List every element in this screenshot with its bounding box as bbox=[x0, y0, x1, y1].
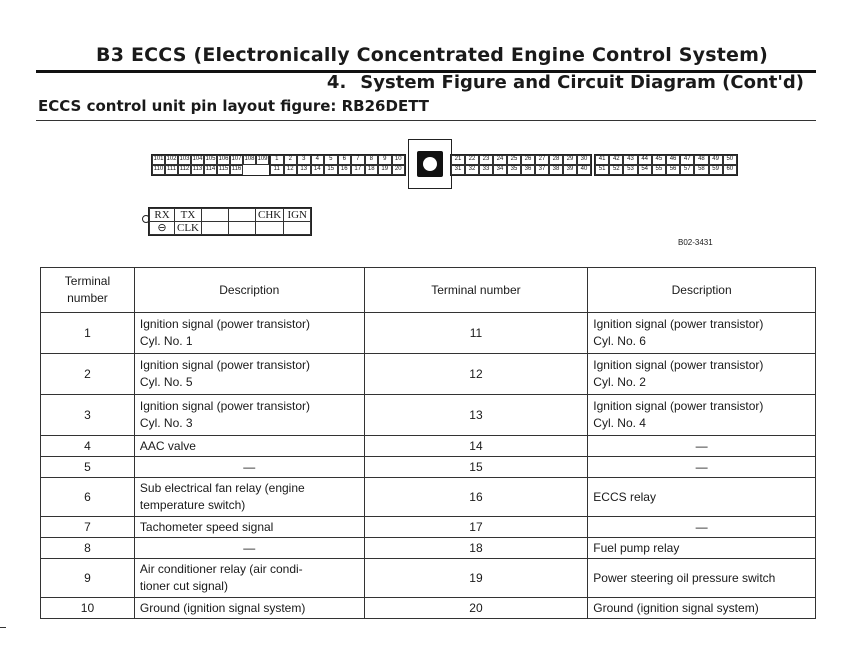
cell-text: 15 bbox=[469, 460, 483, 474]
table-cell bbox=[41, 538, 135, 559]
connector-pin: 37 bbox=[535, 165, 549, 175]
table-cell bbox=[134, 354, 364, 395]
connector-pin: 12 bbox=[284, 165, 298, 175]
table-cell bbox=[588, 354, 816, 395]
connector-pin: 55 bbox=[652, 165, 666, 175]
connector-pin: 47 bbox=[680, 155, 694, 165]
connector-pin: 57 bbox=[680, 165, 694, 175]
connector-pin: 16 bbox=[338, 165, 352, 175]
connector-pin: 19 bbox=[378, 165, 392, 175]
connector-pin: 48 bbox=[694, 155, 708, 165]
connector-pin: 60 bbox=[723, 165, 737, 175]
cell-text: 1 bbox=[84, 326, 91, 340]
cell-text: 14 bbox=[469, 439, 483, 453]
table-cell bbox=[134, 478, 364, 517]
connector-pin: 33 bbox=[479, 165, 493, 175]
table-cell bbox=[41, 436, 135, 457]
connector-pin: 46 bbox=[666, 155, 680, 165]
table-cell bbox=[134, 436, 364, 457]
cell-text: Ground (ignition signal system) bbox=[139, 600, 306, 615]
cell-text: 17 bbox=[469, 520, 483, 534]
header-description: Description bbox=[134, 268, 364, 313]
margin-tick bbox=[0, 627, 6, 628]
table-cell bbox=[134, 313, 364, 354]
connector-pin: 101 bbox=[152, 155, 165, 165]
connector-pin: 45 bbox=[652, 155, 666, 165]
table-cell bbox=[364, 457, 588, 478]
connector-pin: 44 bbox=[638, 155, 652, 165]
connector-pin: 106 bbox=[217, 155, 230, 165]
table-row bbox=[41, 517, 816, 538]
page-title: B3 ECCS (Electronically Concentrated Engine Control System) bbox=[96, 44, 768, 66]
connector-pin: 39 bbox=[563, 165, 577, 175]
connector-pin: 27 bbox=[535, 155, 549, 165]
table-cell bbox=[41, 478, 135, 517]
table-cell bbox=[364, 478, 588, 517]
cell-text: Cyl. No. 5 bbox=[139, 375, 193, 389]
cell-text: 5 bbox=[84, 460, 91, 474]
table-header-row bbox=[41, 268, 816, 313]
connector-pin: 11 bbox=[270, 165, 284, 175]
table-cell bbox=[588, 559, 816, 598]
table-cell bbox=[134, 598, 364, 619]
connector-pin: 102 bbox=[165, 155, 178, 165]
connector-pin: 107 bbox=[230, 155, 243, 165]
cell-text: Ignition signal (power transistor) bbox=[593, 399, 764, 413]
header-terminal-number: Terminal number bbox=[41, 268, 135, 313]
connector-pin: 31 bbox=[451, 165, 465, 175]
connector-pin: 29 bbox=[563, 155, 577, 165]
cell-text: Cyl. No. 6 bbox=[593, 334, 646, 348]
connector-block-101-116 bbox=[151, 154, 270, 176]
diag-pin: RX bbox=[150, 209, 175, 222]
table-cell bbox=[41, 354, 135, 395]
table-row bbox=[41, 436, 816, 457]
connector-center-key bbox=[408, 139, 452, 189]
table-row bbox=[41, 538, 816, 559]
cell-text: 16 bbox=[469, 490, 483, 504]
figure-code: B02-3431 bbox=[678, 238, 713, 247]
diag-pin: CLK bbox=[175, 222, 202, 235]
cell-text: 3 bbox=[84, 408, 91, 422]
connector-pin: 24 bbox=[493, 155, 507, 165]
cell-text: Ground (ignition signal system) bbox=[593, 600, 759, 615]
diag-pin bbox=[229, 209, 256, 222]
table-row bbox=[41, 457, 816, 478]
terminal-table bbox=[40, 267, 816, 619]
connector-pin: 4 bbox=[311, 155, 325, 165]
cell-text: Cyl. No. 3 bbox=[139, 416, 193, 430]
cell-text: — bbox=[243, 460, 256, 474]
section-title bbox=[327, 72, 804, 93]
table-row bbox=[41, 313, 816, 354]
table-row bbox=[41, 598, 816, 619]
table-cell bbox=[41, 457, 135, 478]
cell-text: Ignition signal (power transistor) bbox=[139, 317, 310, 331]
cell-text: Cyl. No. 4 bbox=[593, 416, 646, 430]
diag-pin: ⊖ bbox=[150, 222, 175, 235]
diag-pin bbox=[202, 209, 229, 222]
table-row bbox=[41, 559, 816, 598]
cell-text: Tachometer speed signal bbox=[139, 519, 274, 534]
table-cell bbox=[364, 395, 588, 436]
connector-pin: 3 bbox=[297, 155, 311, 165]
table-cell bbox=[364, 559, 588, 598]
diag-pin: CHK bbox=[256, 209, 284, 222]
connector-pin: 116 bbox=[230, 165, 243, 175]
connector-pin: 115 bbox=[217, 165, 230, 175]
connector-pin: 17 bbox=[351, 165, 365, 175]
table-row bbox=[41, 354, 816, 395]
cell-text: Fuel pump relay bbox=[593, 540, 680, 555]
cell-text: Ignition signal (power transistor) bbox=[593, 358, 764, 372]
connector-pin: 112 bbox=[178, 165, 191, 175]
cell-text: Air conditioner relay (air condi- bbox=[139, 562, 303, 576]
cell-text: Cyl. No. 1 bbox=[139, 334, 193, 348]
diag-pin bbox=[256, 222, 284, 235]
figure-heading: ECCS control unit pin layout figure: RB26DETT bbox=[38, 97, 429, 115]
connector-pin: 108 bbox=[243, 155, 256, 165]
cell-text: 18 bbox=[469, 541, 483, 555]
cell-text: Power steering oil pressure switch bbox=[593, 570, 776, 585]
connector-pin: 103 bbox=[178, 155, 191, 165]
connector-pin: 23 bbox=[479, 155, 493, 165]
connector-pin: 6 bbox=[338, 155, 352, 165]
cell-text: 4 bbox=[84, 439, 91, 453]
connector-pin: 43 bbox=[623, 155, 637, 165]
connector-pin: 38 bbox=[549, 165, 563, 175]
cell-text: — bbox=[243, 541, 256, 555]
cell-text: 7 bbox=[84, 520, 91, 534]
diagnostic-connector bbox=[148, 207, 312, 236]
connector-pin: 113 bbox=[191, 165, 204, 175]
section-number: 4. bbox=[326, 72, 347, 93]
cell-text: Sub electrical fan relay (engine bbox=[139, 481, 305, 495]
cell-text: 6 bbox=[84, 490, 91, 504]
table-cell bbox=[588, 395, 816, 436]
connector-pin: 2 bbox=[284, 155, 298, 165]
connector-pin: 111 bbox=[165, 165, 178, 175]
connector-pin: 22 bbox=[465, 155, 479, 165]
heading-rule bbox=[36, 120, 816, 121]
cell-text: — bbox=[695, 520, 708, 534]
cell-text: Ignition signal (power transistor) bbox=[139, 358, 310, 372]
connector-pin: 8 bbox=[365, 155, 379, 165]
connector-pin: 14 bbox=[311, 165, 325, 175]
connector-pin: 49 bbox=[709, 155, 723, 165]
connector-pin: 105 bbox=[204, 155, 217, 165]
cell-text: 8 bbox=[84, 541, 91, 555]
table-cell bbox=[364, 313, 588, 354]
table-cell bbox=[134, 517, 364, 538]
table-cell bbox=[41, 517, 135, 538]
cell-text: — bbox=[695, 460, 708, 474]
connector-pin: 9 bbox=[378, 155, 392, 165]
table-cell bbox=[364, 517, 588, 538]
cell-text: Ignition signal (power transistor) bbox=[593, 317, 764, 331]
connector-pin: 54 bbox=[638, 165, 652, 175]
cell-text: AAC valve bbox=[139, 438, 196, 453]
table-cell bbox=[364, 598, 588, 619]
table-cell bbox=[134, 538, 364, 559]
connector-pin: 35 bbox=[507, 165, 521, 175]
connector-block-1-20 bbox=[269, 154, 406, 176]
connector-pin: 30 bbox=[577, 155, 591, 165]
connector-pin: 1 bbox=[270, 155, 284, 165]
table-cell bbox=[364, 538, 588, 559]
cell-text: 10 bbox=[80, 601, 95, 615]
connector-pin: 5 bbox=[324, 155, 338, 165]
table-cell bbox=[41, 395, 135, 436]
connector-pin: 15 bbox=[324, 165, 338, 175]
diag-pin bbox=[284, 222, 311, 235]
table-cell bbox=[588, 598, 816, 619]
table-cell bbox=[134, 395, 364, 436]
cell-text: 9 bbox=[84, 571, 91, 585]
header-description: Description bbox=[588, 268, 816, 313]
connector-pin: 110 bbox=[152, 165, 165, 175]
connector-pin: 32 bbox=[465, 165, 479, 175]
table-cell bbox=[134, 457, 364, 478]
connector-pin: 51 bbox=[595, 165, 609, 175]
cell-text: Cyl. No. 2 bbox=[593, 375, 646, 389]
connector-key-square bbox=[417, 151, 443, 177]
table-row bbox=[41, 395, 816, 436]
table-cell bbox=[588, 478, 816, 517]
cell-text: — bbox=[695, 439, 708, 453]
connector-pin: 56 bbox=[666, 165, 680, 175]
connector-pin: 104 bbox=[191, 155, 204, 165]
connector-pin: 36 bbox=[521, 165, 535, 175]
table-row bbox=[41, 478, 816, 517]
table-cell bbox=[588, 457, 816, 478]
connector-pin: 21 bbox=[451, 155, 465, 165]
connector-pin: 42 bbox=[609, 155, 623, 165]
section-title-text: System Figure and Circuit Diagram (Cont'd) bbox=[360, 72, 804, 93]
connector-pin: 20 bbox=[392, 165, 406, 175]
cell-text: 11 bbox=[469, 326, 483, 340]
table-cell bbox=[41, 598, 135, 619]
diag-pin: IGN bbox=[284, 209, 311, 222]
table-cell bbox=[134, 559, 364, 598]
connector-pin: 41 bbox=[595, 155, 609, 165]
connector-pin: 13 bbox=[297, 165, 311, 175]
cell-text: 19 bbox=[469, 571, 483, 585]
cell-text: ECCS relay bbox=[593, 489, 656, 504]
cell-text: 2 bbox=[84, 367, 91, 381]
table-cell bbox=[364, 354, 588, 395]
connector-pin: 50 bbox=[723, 155, 737, 165]
connector-pin: 59 bbox=[709, 165, 723, 175]
table-cell bbox=[41, 559, 135, 598]
connector-pin: 40 bbox=[577, 165, 591, 175]
header-terminal-number: Terminal number bbox=[364, 268, 588, 313]
diag-pin bbox=[229, 222, 256, 235]
connector-pin: 28 bbox=[549, 155, 563, 165]
connector-block-41-60 bbox=[594, 154, 738, 176]
diag-pin: TX bbox=[175, 209, 202, 222]
connector-pin: 34 bbox=[493, 165, 507, 175]
cell-text: temperature switch) bbox=[139, 498, 246, 512]
connector-pin: 10 bbox=[392, 155, 406, 165]
table-cell bbox=[588, 313, 816, 354]
connector-pin: 109 bbox=[256, 155, 269, 165]
diag-pin bbox=[202, 222, 229, 235]
connector-pin: 7 bbox=[351, 155, 365, 165]
connector-pin: 53 bbox=[623, 165, 637, 175]
cell-text: 12 bbox=[469, 367, 483, 381]
connector-pin: 25 bbox=[507, 155, 521, 165]
cell-text: 13 bbox=[469, 408, 483, 422]
cell-text: 20 bbox=[469, 601, 483, 615]
connector-key-dot bbox=[423, 157, 437, 171]
table-cell bbox=[588, 538, 816, 559]
connector-pin: 26 bbox=[521, 155, 535, 165]
table-cell bbox=[41, 313, 135, 354]
connector-pin: 114 bbox=[204, 165, 217, 175]
table-cell bbox=[588, 436, 816, 457]
table-cell bbox=[364, 436, 588, 457]
connector-pin: 18 bbox=[365, 165, 379, 175]
table-cell bbox=[588, 517, 816, 538]
connector-block-21-40 bbox=[450, 154, 592, 176]
connector-pin: 52 bbox=[609, 165, 623, 175]
cell-text: Ignition signal (power transistor) bbox=[139, 399, 310, 413]
connector-pin: 58 bbox=[694, 165, 708, 175]
cell-text: tioner cut signal) bbox=[139, 579, 228, 593]
